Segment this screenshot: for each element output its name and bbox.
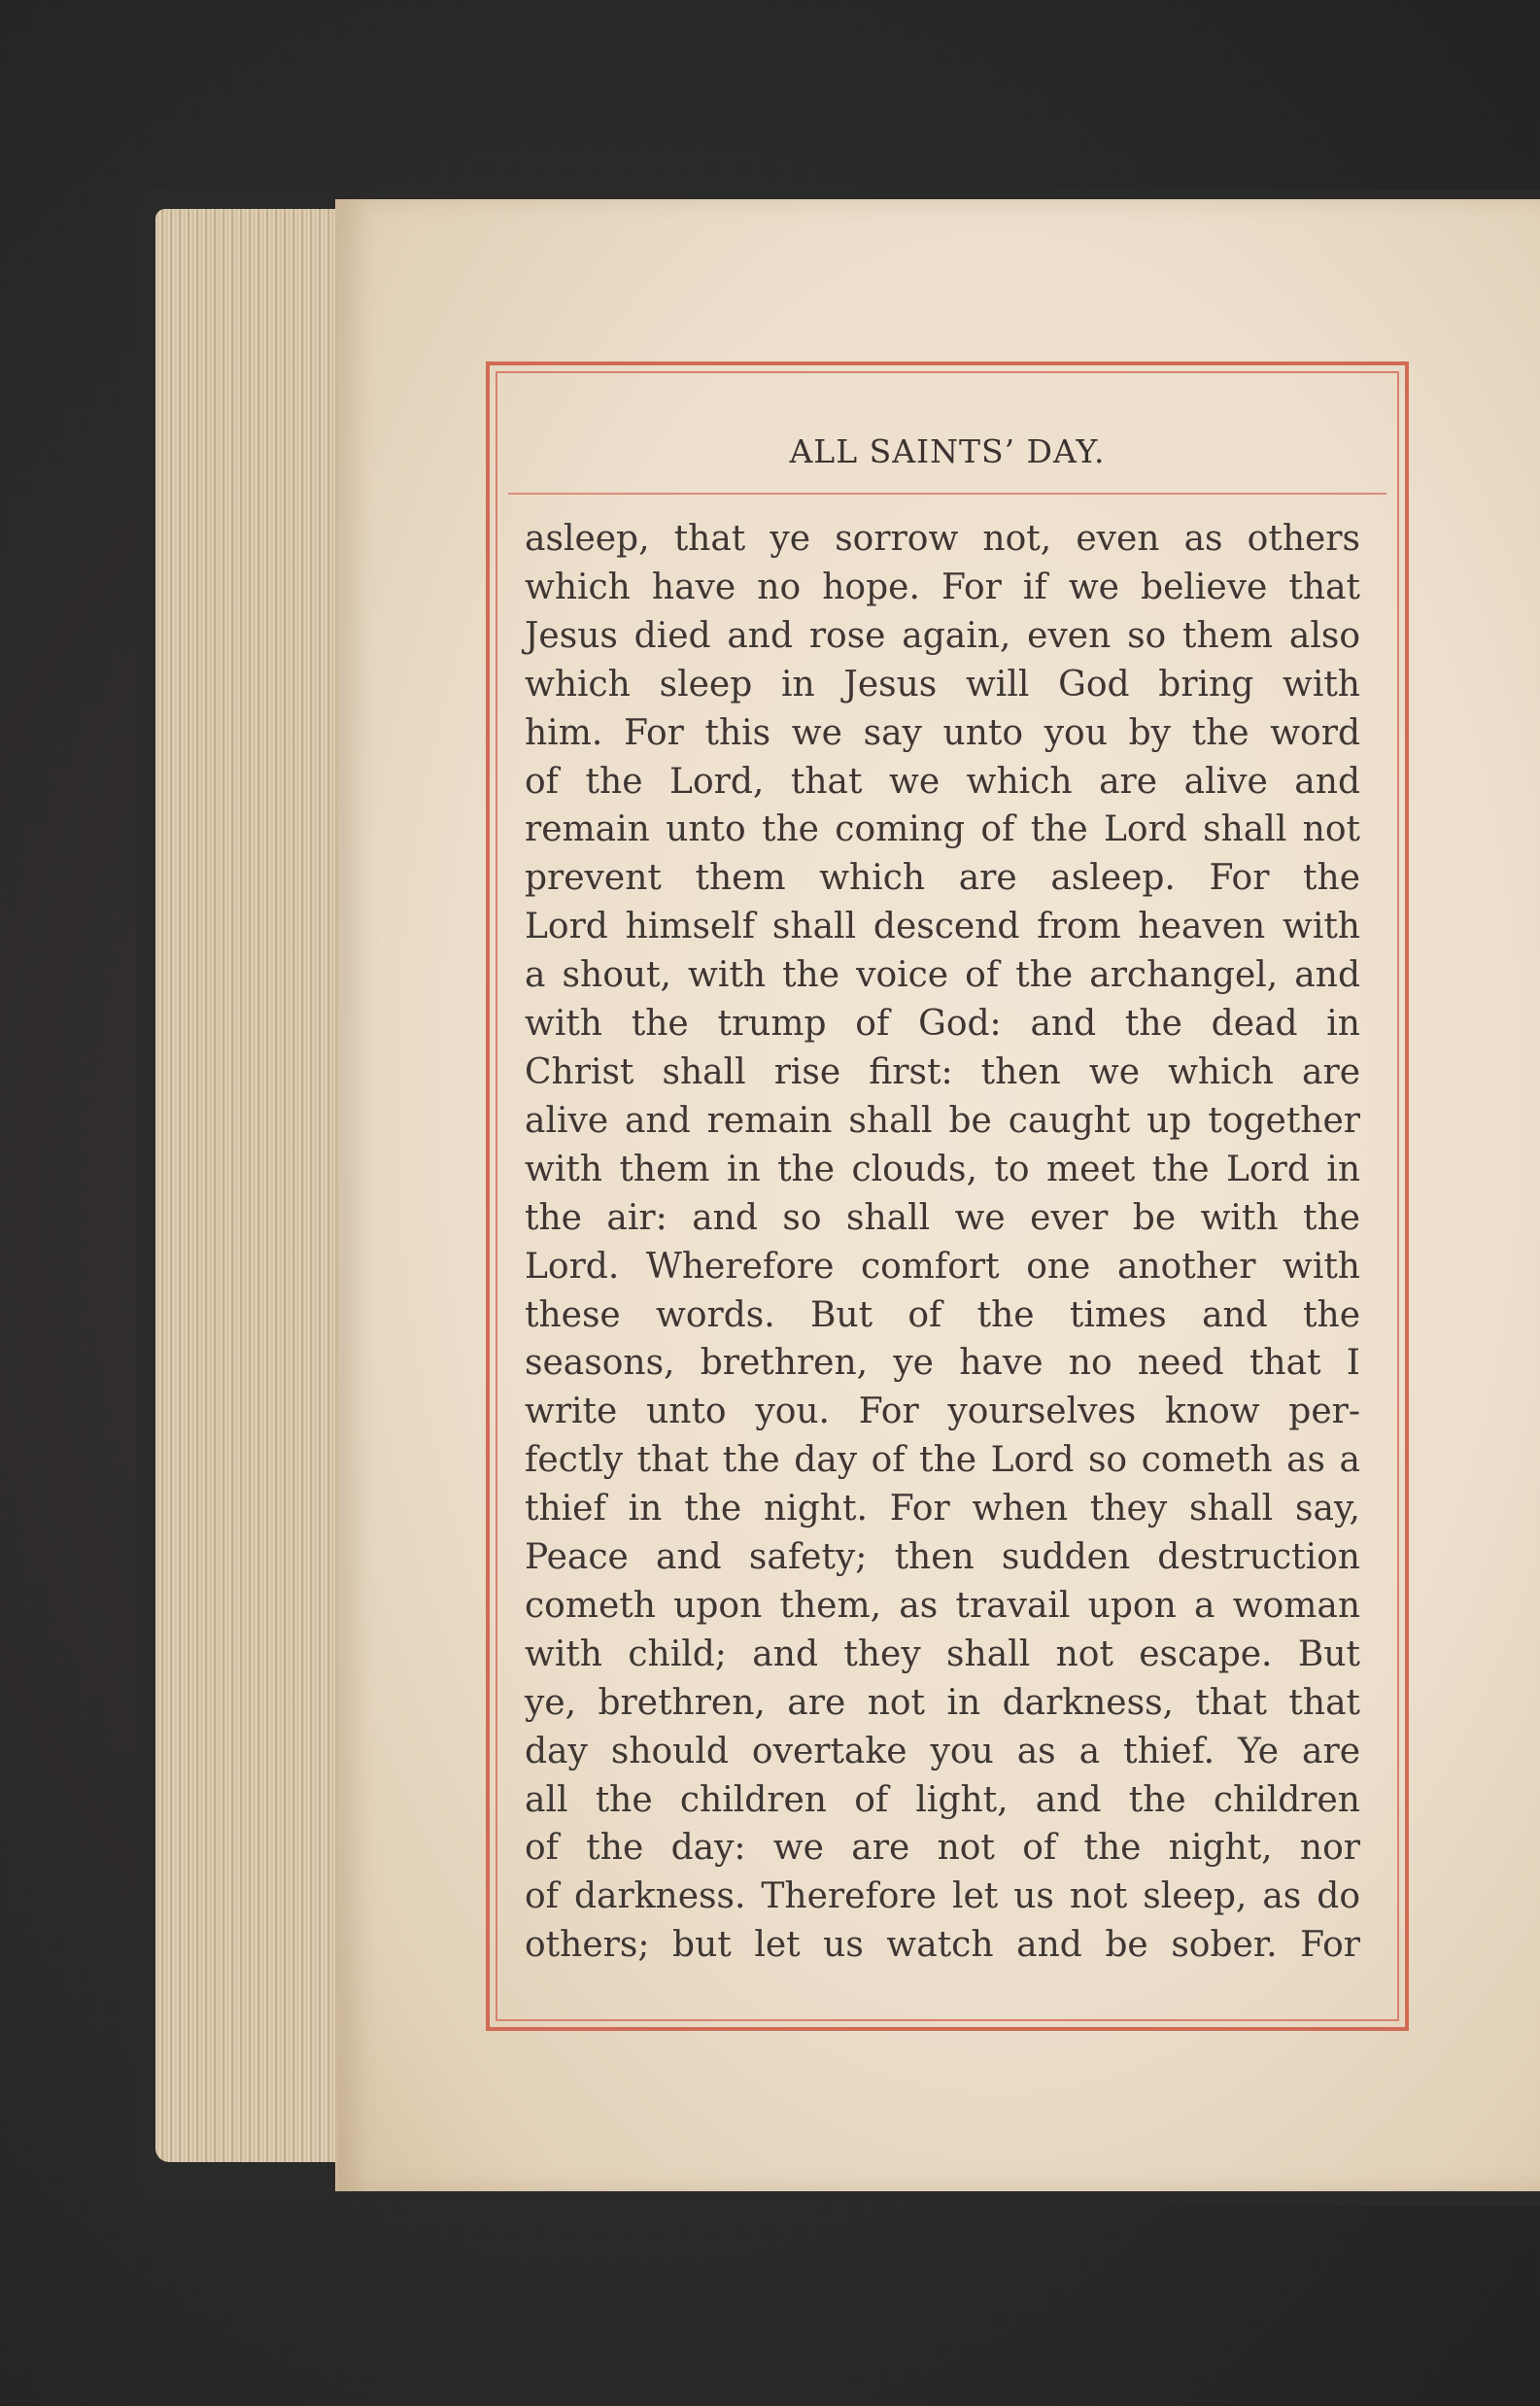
text-line: of the day: we are not of the night, nor	[525, 1828, 1360, 1869]
text-line: day should overtake you as a thief. Ye are	[525, 1731, 1360, 1771]
text-line: of darkness. Therefore let us not sleep, as do	[525, 1876, 1360, 1917]
text-line: the air: and so shall we ever be with the	[525, 1197, 1360, 1238]
text-line: Christ shall rise first: then we which are	[525, 1051, 1360, 1092]
text-line: Jesus died and rose again, even so them also	[525, 615, 1360, 656]
text-line: asleep, that ye sorrow not, even as others	[525, 519, 1360, 559]
text-line: with child; and they shall not escape. But	[525, 1633, 1360, 1674]
text-line: of the Lord, that we which are alive and	[525, 761, 1360, 802]
text-line: Peace and safety; then sudden destruction	[525, 1537, 1360, 1578]
text-line: him. For this we say unto you by the word	[525, 712, 1360, 753]
text-line: alive and remain shall be caught up together	[525, 1100, 1360, 1141]
text-line: with the trump of God: and the dead in	[525, 1004, 1360, 1045]
text-line: which sleep in Jesus will God bring with	[525, 664, 1360, 705]
text-line: all the children of light, and the children	[525, 1779, 1360, 1820]
text-line: seasons, brethren, ye have no need that I	[525, 1343, 1360, 1384]
text-line: thief in the night. For when they shall say,	[525, 1489, 1360, 1530]
text-line: remain unto the coming of the Lord shall not	[525, 809, 1360, 850]
text-line: ye, brethren, are not in darkness, that that	[525, 1682, 1360, 1723]
text-line: these words. But of the times and the	[525, 1294, 1360, 1335]
running-head: ALL SAINTS’ DAY.	[789, 432, 1106, 470]
page-edges	[155, 209, 345, 2162]
text-line: a shout, with the voice of the archangel, and	[525, 955, 1360, 996]
header-rule	[508, 493, 1386, 495]
body-text	[525, 515, 1360, 1970]
text-line: with them in the clouds, to meet the Lord in	[525, 1149, 1360, 1189]
text-line: others; but let us watch and be sober. For	[525, 1925, 1360, 1966]
text-line: which have no hope. For if we believe that	[525, 567, 1360, 607]
text-line: fectly that the day of the Lord so cometh as a	[525, 1440, 1360, 1481]
text-line: Lord himself shall descend from heaven with	[525, 907, 1360, 947]
text-line: Lord. Wherefore comfort one another with	[525, 1246, 1360, 1287]
text-line: cometh upon them, as travail upon a woman	[525, 1585, 1360, 1626]
text-line: write unto you. For yourselves know per-	[525, 1392, 1360, 1432]
text-line: prevent them which are asleep. For the	[525, 858, 1360, 899]
